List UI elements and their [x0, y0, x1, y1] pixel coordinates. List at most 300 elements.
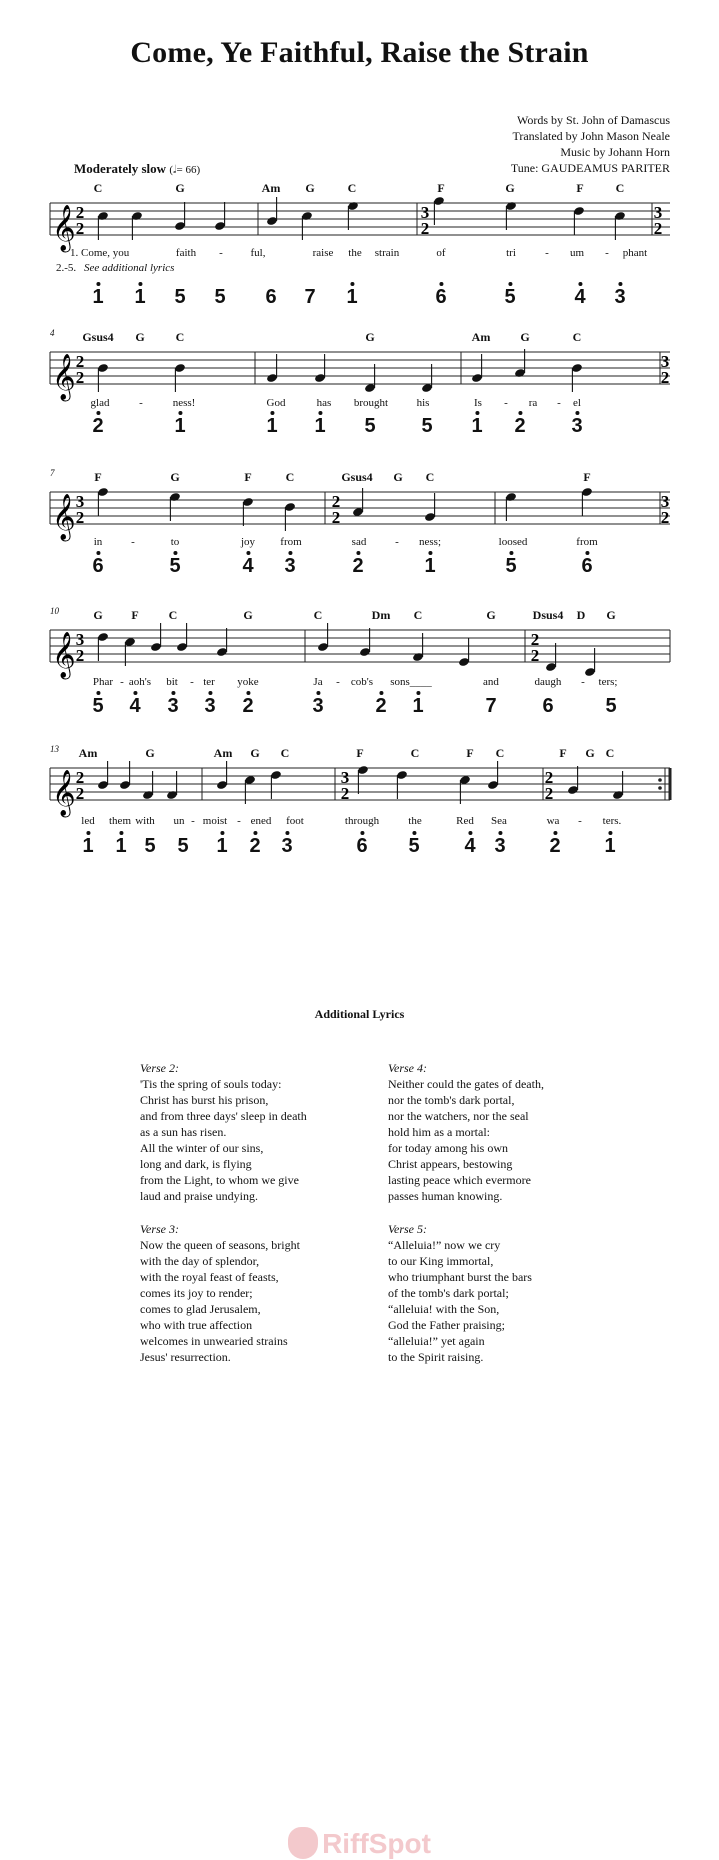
lyric-syllable: foot — [286, 815, 304, 827]
chord-symbol: D — [576, 608, 586, 622]
octave-dot-icon — [208, 691, 212, 695]
chord-symbol: C — [410, 746, 420, 760]
time-signature-bottom: 2 — [653, 219, 663, 238]
chord-symbol: C — [347, 181, 357, 195]
scale-degree-number — [284, 556, 295, 576]
lyric-syllable: the — [348, 247, 362, 259]
treble-clef-icon: 𝄞 — [52, 632, 76, 677]
lyric-syllable: ful, — [250, 247, 266, 259]
scale-degree-number — [265, 287, 276, 307]
lyric-syllable: - — [131, 536, 135, 548]
lyric-syllable: Ja — [313, 676, 323, 688]
scale-degree-number — [242, 696, 253, 716]
lyric-syllable: um — [569, 247, 585, 259]
lyric-syllable: and — [483, 676, 499, 688]
scale-degree-value: 3 — [204, 695, 216, 717]
octave-dot-icon — [318, 411, 322, 415]
verse-line: of the tomb's dark portal; — [388, 1286, 509, 1300]
scale-degree-number — [281, 836, 292, 856]
lyric-syllable: to — [170, 536, 180, 548]
octave-dot-icon — [618, 282, 622, 286]
lyric-syllable: moist — [202, 815, 228, 827]
lyric-syllable: them — [109, 815, 131, 827]
scale-degree-value: 1 — [471, 415, 483, 437]
octave-dot-icon — [96, 411, 100, 415]
octave-dot-icon — [270, 411, 274, 415]
verse-2 — [140, 1060, 307, 1204]
scale-degree-number — [424, 556, 435, 576]
scale-degree-value: 1 — [174, 415, 186, 437]
scale-degree-number — [314, 416, 325, 436]
tempo-marking — [74, 161, 200, 177]
octave-dot-icon — [379, 691, 383, 695]
scale-degree-value: 2 — [92, 415, 104, 437]
verse-line: God the Father praising; — [388, 1318, 505, 1332]
verse-label: Verse 2: — [140, 1061, 179, 1075]
time-signature-top: 2 — [544, 768, 554, 787]
tempo-text: Moderately slow — [74, 161, 167, 176]
verse-line: comes to glad Jerusalem, — [140, 1302, 261, 1316]
chord-symbol: F — [94, 470, 102, 484]
scale-degree-number — [356, 836, 367, 856]
chord-symbol: F — [559, 746, 567, 760]
measure-number: 7 — [50, 468, 55, 478]
chord-symbol: G — [305, 181, 315, 195]
chord-symbol: F — [466, 746, 474, 760]
verse-line: lasting peace which evermore — [388, 1173, 531, 1187]
lyric-syllable: tri — [506, 247, 516, 259]
octave-dot-icon — [288, 551, 292, 555]
time-signature-bottom: 2 — [660, 508, 670, 527]
scale-degree-number — [514, 416, 525, 436]
scale-degree-value: 5 — [174, 286, 186, 308]
chord-symbol: G — [93, 608, 103, 622]
chord-symbol: F — [437, 181, 445, 195]
lyric-syllable: - — [139, 397, 143, 409]
chord-symbol: F — [583, 470, 591, 484]
verse-label: Verse 4: — [388, 1061, 427, 1075]
scale-degree-value: 3 — [312, 695, 324, 717]
octave-dot-icon — [246, 551, 250, 555]
octave-dot-icon — [350, 282, 354, 286]
verse-line: Christ appears, bestowing — [388, 1157, 513, 1171]
verse-line: and from three days' sleep in death — [140, 1109, 307, 1123]
lyric-syllable: Sea — [491, 815, 507, 827]
scale-degree-value: 3 — [494, 835, 506, 857]
time-signature-top: 3 — [660, 352, 670, 371]
octave-dot-icon — [585, 551, 589, 555]
scale-degree-number — [144, 836, 155, 856]
octave-dot-icon — [498, 831, 502, 835]
staff — [0, 758, 719, 818]
scale-degree-value: 3 — [614, 286, 626, 308]
verse-line: long and dark, is flying — [140, 1157, 252, 1171]
scale-degree-number — [471, 416, 482, 436]
octave-dot-icon — [316, 691, 320, 695]
scale-degree-number — [412, 696, 423, 716]
lyric-syllable: with — [135, 815, 155, 827]
scale-degree-number — [167, 696, 178, 716]
scale-degree-number — [549, 836, 560, 856]
page-title: Come, Ye Faithful, Raise the Strain — [130, 36, 589, 69]
scale-degree-number — [464, 836, 475, 856]
chord-symbol: G — [365, 330, 375, 344]
verse-label: Verse 3: — [140, 1222, 179, 1236]
lyric-syllable: - — [581, 676, 585, 688]
riffspot-logo[interactable] — [0, 1827, 719, 1860]
lyric-syllable: - — [504, 397, 508, 409]
time-signature-top: 2 — [75, 768, 85, 787]
verse-line: as a sun has risen. — [140, 1125, 227, 1139]
scale-degree-number — [408, 836, 419, 856]
chord-symbol: C — [313, 608, 323, 622]
chord-symbol: G — [486, 608, 496, 622]
octave-dot-icon — [220, 831, 224, 835]
verse-line: nor the tomb's dark portal, — [388, 1093, 515, 1107]
lyric-syllable: brought — [353, 397, 389, 409]
time-signature-bottom: 2 — [331, 508, 341, 527]
lyric-syllable: Is — [474, 397, 482, 409]
see-additional-lyrics: See additional lyrics — [84, 262, 175, 274]
scale-degree-value: 5 — [364, 415, 376, 437]
octave-dot-icon — [96, 282, 100, 286]
scale-degree-value: 1 — [216, 835, 228, 857]
lyric-syllable: sons____ — [390, 676, 432, 688]
octave-dot-icon — [138, 282, 142, 286]
scale-degree-number — [92, 696, 103, 716]
scale-degree-value: 5 — [408, 835, 420, 857]
octave-dot-icon — [119, 831, 123, 835]
scale-degree-number — [346, 287, 357, 307]
lyric-syllable: yoke — [237, 676, 259, 688]
verse-line: who triumphant burst the bars — [388, 1270, 532, 1284]
chord-symbol: G — [520, 330, 530, 344]
octave-dot-icon — [475, 411, 479, 415]
lyric-syllable: ened — [250, 815, 272, 827]
octave-dot-icon — [412, 831, 416, 835]
chord-symbol: C — [168, 608, 178, 622]
scale-degree-number — [92, 556, 103, 576]
measure-number: 13 — [50, 744, 59, 754]
scale-degree-number — [571, 416, 582, 436]
time-signature-bottom: 2 — [75, 368, 85, 387]
octave-dot-icon — [509, 551, 513, 555]
verse-line: comes its joy to render; — [140, 1286, 253, 1300]
lyric-syllable: - — [191, 815, 195, 827]
verse-line: “Alleluia!” now we cry — [388, 1238, 501, 1252]
verse-4 — [388, 1060, 544, 1204]
lyric-syllable: - — [190, 676, 194, 688]
lyric-syllable: ters. — [602, 815, 622, 827]
time-signature-bottom: 2 — [75, 646, 85, 665]
time-signature-top: 2 — [75, 203, 85, 222]
octave-dot-icon — [360, 831, 364, 835]
scale-degree-number — [504, 287, 515, 307]
chord-symbol: Am — [78, 746, 98, 760]
chord-symbol: G — [170, 470, 180, 484]
scale-degree-number — [92, 416, 103, 436]
time-signature-top: 3 — [653, 203, 663, 222]
chord-symbol: G — [135, 330, 145, 344]
scale-degree-number — [614, 287, 625, 307]
lyric-syllable: raise — [312, 247, 334, 259]
chord-symbol: Am — [213, 746, 233, 760]
time-signature-top: 3 — [660, 492, 670, 511]
staff — [0, 620, 719, 680]
scale-degree-number — [421, 416, 432, 436]
scale-degree-value: 1 — [412, 695, 424, 717]
scale-degree-number — [214, 287, 225, 307]
verse-1-start: 1. Come, — [70, 247, 111, 259]
chord-symbol: Am — [261, 181, 281, 195]
verse-line: laud and praise undying. — [140, 1189, 258, 1203]
verse-2-5-label: 2.-5. — [56, 262, 77, 274]
octave-dot-icon — [173, 551, 177, 555]
scale-degree-value: 1 — [424, 555, 436, 577]
chord-symbol: C — [280, 746, 290, 760]
verse-line: All the winter of our sins, — [140, 1141, 264, 1155]
scale-degree-value: 2 — [375, 695, 387, 717]
chord-symbol: F — [131, 608, 139, 622]
octave-dot-icon — [133, 691, 137, 695]
lyric-syllable: - — [605, 247, 609, 259]
scale-degree-value: 5 — [605, 695, 617, 717]
scale-degree-value: 1 — [82, 835, 94, 857]
time-signature-bottom: 2 — [340, 784, 350, 803]
chord-symbol: C — [605, 746, 615, 760]
verse-line: Christ has burst his prison, — [140, 1093, 269, 1107]
chord-symbol: G — [250, 746, 260, 760]
lyric-syllable: - — [219, 247, 223, 259]
measure-number: 4 — [50, 328, 55, 338]
scale-degree-number — [129, 696, 140, 716]
credit-tune: Tune: GAUDEAMUS PARITER — [510, 161, 670, 175]
lyric-syllable: you — [112, 247, 130, 259]
verse-line: with the day of splendor, — [140, 1254, 260, 1268]
credit-translation: Translated by John Mason Neale — [512, 129, 670, 143]
scale-degree-number — [169, 556, 180, 576]
time-signature-top: 3 — [420, 203, 430, 222]
lyric-syllable: - — [336, 676, 340, 688]
chord-symbol: F — [356, 746, 364, 760]
verse-line: for today among his own — [388, 1141, 508, 1155]
lyric-syllable: - — [578, 815, 582, 827]
scale-degree-number — [174, 287, 185, 307]
scale-degree-number — [505, 556, 516, 576]
scale-degree-number — [115, 836, 126, 856]
logo-text: RiffSpot — [322, 1828, 431, 1859]
scale-degree-value: 5 — [177, 835, 189, 857]
chord-symbol: C — [572, 330, 582, 344]
treble-clef-icon: 𝄞 — [52, 205, 76, 250]
time-signature-top: 2 — [530, 630, 540, 649]
guitar-pick-icon — [288, 1827, 318, 1859]
scale-degree-value: 5 — [144, 835, 156, 857]
verse-line: passes human knowing. — [388, 1189, 503, 1203]
verse-line: “alleluia! with the Son, — [388, 1302, 500, 1316]
lyric-syllable: - — [545, 247, 549, 259]
repeat-dot — [658, 778, 662, 782]
credit-music: Music by Johann Horn — [560, 145, 670, 159]
lyric-syllable: from — [280, 536, 302, 548]
scale-degree-value: 6 — [435, 286, 447, 308]
lyric-syllable: el — [573, 397, 581, 409]
octave-dot-icon — [416, 691, 420, 695]
scale-degree-value: 7 — [485, 695, 497, 717]
lyric-syllable: loosed — [498, 536, 528, 548]
octave-dot-icon — [246, 691, 250, 695]
scale-degree-number — [216, 836, 227, 856]
repeat-dot — [658, 786, 662, 790]
scale-degree-value: 3 — [571, 415, 583, 437]
chord-symbol: Dsus4 — [532, 608, 564, 622]
scale-degree-value: 3 — [281, 835, 293, 857]
staff — [0, 342, 719, 402]
scale-degree-value: 1 — [266, 415, 278, 437]
time-signature-bottom: 2 — [660, 368, 670, 387]
verse-line: Jesus' resurrection. — [140, 1350, 231, 1364]
chord-symbol: C — [615, 181, 625, 195]
verse-line: “alleluia!” yet again — [388, 1334, 485, 1348]
half-note-icon: 𝅗𝅥 — [172, 164, 177, 176]
measure-number: 10 — [50, 606, 59, 616]
lyric-syllable: un — [173, 815, 185, 827]
octave-dot-icon — [439, 282, 443, 286]
octave-dot-icon — [171, 691, 175, 695]
lyric-syllable: has — [316, 397, 332, 409]
scale-degree-value: 5 — [169, 555, 181, 577]
chord-symbol: G — [145, 746, 155, 760]
scale-degree-value: 6 — [356, 835, 368, 857]
lyric-syllable: glad — [90, 397, 110, 409]
octave-dot-icon — [508, 282, 512, 286]
lyric-syllable: the — [408, 815, 422, 827]
time-signature-bottom: 2 — [544, 784, 554, 803]
scale-degree-value: 4 — [242, 555, 254, 577]
scale-degree-value: 1 — [115, 835, 127, 857]
octave-dot-icon — [575, 411, 579, 415]
lyric-syllable: from — [576, 536, 598, 548]
scale-degree-value: 1 — [314, 415, 326, 437]
scale-degree-value: 6 — [265, 286, 277, 308]
verse-label: Verse 5: — [388, 1222, 427, 1236]
octave-dot-icon — [608, 831, 612, 835]
scale-degree-number — [204, 696, 215, 716]
lyric-syllable: ter — [203, 676, 215, 688]
chord-symbol: C — [175, 330, 185, 344]
staff — [0, 193, 719, 253]
scale-degree-value: 6 — [542, 695, 554, 717]
lyric-syllable: Phar — [92, 676, 114, 688]
octave-dot-icon — [518, 411, 522, 415]
lyric-syllable: through — [344, 815, 380, 827]
scale-degree-number — [435, 287, 446, 307]
chord-symbol: C — [495, 746, 505, 760]
lyric-syllable: bit — [166, 676, 178, 688]
octave-dot-icon — [356, 551, 360, 555]
scale-degree-value: 4 — [129, 695, 141, 717]
scale-degree-number — [604, 836, 615, 856]
lyric-syllable: led — [81, 815, 95, 827]
scale-degree-value: 5 — [505, 555, 517, 577]
scale-degree-value: 2 — [249, 835, 261, 857]
time-signature-bottom: 2 — [420, 219, 430, 238]
scale-degree-number — [574, 287, 585, 307]
lyric-syllable: - — [557, 397, 561, 409]
verse-line: to our King immortal, — [388, 1254, 494, 1268]
time-signature-bottom: 2 — [75, 784, 85, 803]
lyric-syllable: wa — [546, 815, 560, 827]
octave-dot-icon — [178, 411, 182, 415]
scale-degree-value: 2 — [352, 555, 364, 577]
scale-degree-number — [249, 836, 260, 856]
scale-degree-number — [304, 287, 315, 307]
time-signature-top: 2 — [331, 492, 341, 511]
chord-symbol: Gsus4 — [82, 330, 114, 344]
verse-line: from the Light, to whom we give — [140, 1173, 299, 1187]
verse-line: who with true affection — [140, 1318, 253, 1332]
scale-degree-number — [174, 416, 185, 436]
credit-words: Words by St. John of Damascus — [516, 113, 670, 127]
time-signature-top: 3 — [75, 630, 85, 649]
time-signature-top: 3 — [340, 768, 350, 787]
scale-degree-value: 4 — [464, 835, 476, 857]
octave-dot-icon — [285, 831, 289, 835]
chord-symbol: G — [505, 181, 515, 195]
lyric-syllable: joy — [240, 536, 256, 548]
octave-dot-icon — [428, 551, 432, 555]
verse-line: hold him as a mortal: — [388, 1125, 490, 1139]
time-signature-top: 2 — [75, 352, 85, 371]
octave-dot-icon — [96, 551, 100, 555]
scale-degree-value: 5 — [504, 286, 516, 308]
scale-degree-number — [177, 836, 188, 856]
verse-line: 'Tis the spring of souls today: — [140, 1077, 282, 1091]
scale-degree-number — [494, 836, 505, 856]
octave-dot-icon — [86, 831, 90, 835]
chord-symbol: Am — [471, 330, 491, 344]
lyric-syllable: Red — [456, 815, 474, 827]
scale-degree-value: 3 — [167, 695, 179, 717]
lyric-syllable: - — [120, 676, 124, 688]
lyric-syllable: daugh — [534, 676, 562, 688]
octave-dot-icon — [253, 831, 257, 835]
scale-degree-value: 1 — [134, 286, 146, 308]
chord-symbol: F — [244, 470, 252, 484]
scale-degree-number — [605, 696, 616, 716]
scale-degree-value: 5 — [421, 415, 433, 437]
octave-dot-icon — [553, 831, 557, 835]
scale-degree-value: 6 — [92, 555, 104, 577]
scale-degree-value: 3 — [284, 555, 296, 577]
treble-clef-icon: 𝄞 — [52, 354, 76, 399]
lyric-syllable: ness; — [419, 536, 441, 548]
octave-dot-icon — [468, 831, 472, 835]
verse-5 — [388, 1221, 532, 1365]
scale-degree-value: 2 — [242, 695, 254, 717]
credits — [511, 112, 670, 176]
scale-degree-value: 4 — [574, 286, 586, 308]
time-signature-bottom: 2 — [75, 219, 85, 238]
lyric-syllable: phant — [622, 247, 648, 259]
lyric-syllable: aoh's — [128, 676, 152, 688]
verse-line: welcomes in unwearied strains — [140, 1334, 288, 1348]
treble-clef-icon: 𝄞 — [52, 494, 76, 539]
lyric-syllable: faith — [175, 247, 197, 259]
chord-symbol: C — [425, 470, 435, 484]
scale-degree-value: 2 — [549, 835, 561, 857]
chord-symbol: G — [243, 608, 253, 622]
